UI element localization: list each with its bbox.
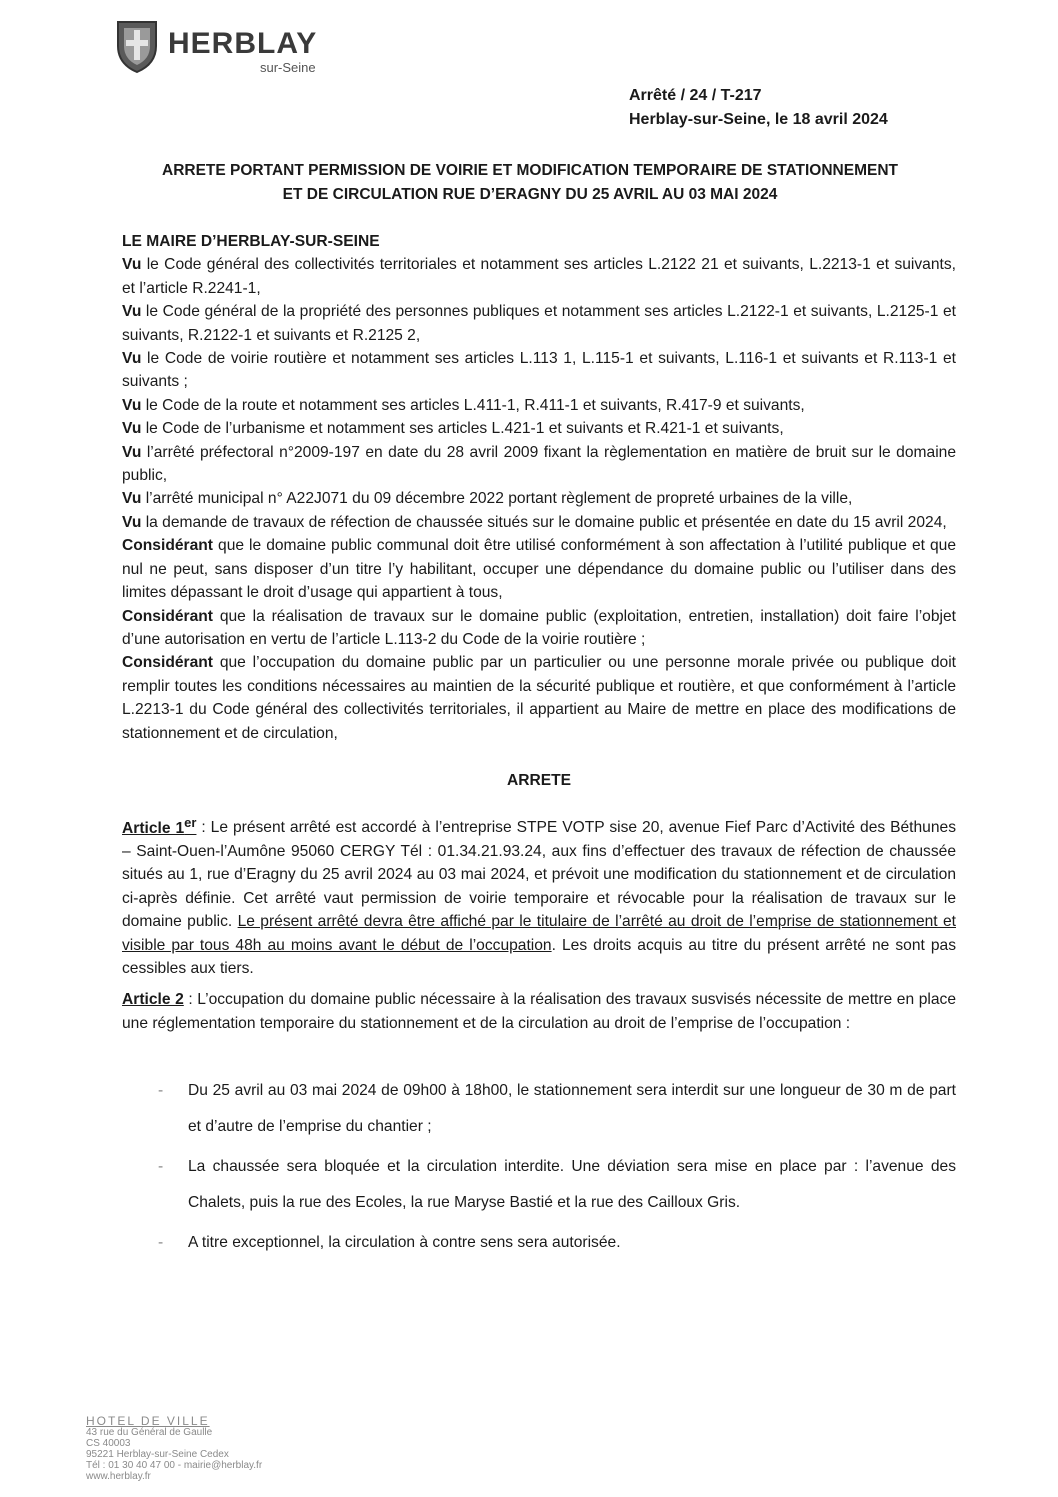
footer-line: 43 rue du Général de Gaulle xyxy=(86,1427,213,1438)
considerant-paragraph: Considérant que l’occupation du domaine public par un particulier ou une personne morale privée ou publique doit remplir toutes les conditions nécessaires au maintien de la sécurité publique et routière, et que conformément à l’article L.2213-1 du Code général des collectivités territoriales, il appartient au Maire de mettre en place des modifications de stationnement et de circulation, xyxy=(122,654,957,742)
considerant-paragraph: Considérant que le domaine public communal doit être utilisé conformément à son affectation à l’utilité publique et que nul ne peut, sans disposer d’un titre l’y habilitant, occuper une dépendance du domaine public ou l’utiliser dans des limites dépassant le droit d’usage qui appartient à tous, xyxy=(122,537,956,602)
article-1-label: Article 1er xyxy=(122,814,197,837)
logo-subtitle: sur-Seine xyxy=(260,60,316,75)
list-item: - Du 25 avril au 03 mai 2024 de 09h00 à 18h00, le stationnement sera interdit sur une longueur de 30 m de part et d’autre de l’emprise du chantier ; xyxy=(122,1073,956,1145)
place-date: Herblay-sur-Seine, le 18 avril 2024 xyxy=(629,111,888,128)
vu-paragraph: Vu le Code général de la propriété des personnes publiques et notamment ses articles L.2122-1 et suivants, L.2125-1 et suivants, R.2122-1 et suivants et R.2125 2, xyxy=(122,303,956,344)
coat-of-arms-icon xyxy=(112,16,162,74)
footer-line: 95221 Herblay-sur-Seine Cedex xyxy=(86,1449,229,1460)
considerant-paragraph: Considérant que la réalisation de travaux sur le domaine public (exploitation, entretien, installation) doit faire l’objet d’une autorisation en vertu de l’article L.113-2 du Code de la voirie routière ; xyxy=(122,607,956,648)
footer-line: www.herblay.fr xyxy=(86,1471,151,1482)
footer-line: Tél : 01 30 40 47 00 - mairie@herblay.fr xyxy=(86,1460,263,1471)
list-item: - La chaussée sera bloquée et la circulation interdite. Une déviation sera mise en place par : l’avenue des Chalets, puis la rue des Ecoles, la rue Maryse Bastié et la rue des Cailloux Gris. xyxy=(122,1149,956,1221)
article-2-label: Article 2 xyxy=(122,991,184,1009)
display-obligation: Le présent arrêté devra être affiché par le titulaire de l’arrêté au droit de l’emprise de stationnement et visible par tous 48h au moins avant le début de l’occupation xyxy=(122,913,956,954)
vu-paragraph: Vu le Code de la route et notamment ses articles L.411-1, R.411-1 et suivants, R.417-9 et suivants, xyxy=(122,396,805,414)
mayor-heading: LE MAIRE D’HERBLAY-SUR-SEINE xyxy=(122,233,380,250)
title-line-2: ET DE CIRCULATION RUE D’ERAGNY DU 25 AVRIL AU 03 MAI 2024 xyxy=(282,186,778,203)
arrete-reference: Arrêté / 24 / T-217 xyxy=(629,87,762,104)
list-item: - A titre exceptionnel, la circulation à contre sens sera autorisée. xyxy=(122,1225,956,1261)
arrete-heading: ARRETE xyxy=(506,771,572,789)
document-title xyxy=(90,159,970,207)
vu-paragraph: Vu le Code de voirie routière et notamment ses articles L.113 1, L.115-1 et suivants, L.116-1 et suivants et R.113-1 et suivants ; xyxy=(122,350,956,391)
document-body xyxy=(122,230,956,1265)
vu-paragraph: Vu la demande de travaux de réfection de chaussée situés sur le domaine public et présentée en date du 15 avril 2024, xyxy=(122,513,947,531)
reference-block xyxy=(629,84,888,132)
footer-title: HOTEL DE VILLE xyxy=(86,1414,210,1428)
herblay-logo xyxy=(112,16,342,82)
vu-paragraph: Vu l’arrêté préfectoral n°2009-197 en date du 28 avril 2009 fixant la règlementation en matière de bruit sur le domaine public, xyxy=(122,443,957,485)
footer-line: CS 40003 xyxy=(86,1438,131,1449)
article-1: Article 1er : Le présent arrêté est accordé à l’entreprise STPE VOTP sise 20, avenue Fief Parc d’Activité des Béthunes – Saint-Ouen-l’Aumône 95060 CERGY Tél : 01.34.21.93.24, aux fins d’effectuer des travaux de réfection de chaussée situés au 1, rue d’Eragny du 25 avril 2024 au 03 mai 2024, et prévoit une modification du stationnement et de circulation ci-après définie. Cet arrêté vaut permission de voirie temporaire et révocable pour la réalisation de travaux sur le domaine public. Le présent arrêté devra être affiché par le titulaire de l’arrêté au droit de l’emprise de stationnement et visible par tous 48h au moins avant le début de l’occupation. Les droits acquis au titre du présent arrêté ne sont pas cessibles aux tiers. xyxy=(122,814,957,977)
logo-name: HERBLAY xyxy=(168,27,318,60)
footer-address xyxy=(86,1416,262,1482)
article-2: Article 2 : L’occupation du domaine public nécessaire à la réalisation des travaux susvisés nécessite de mettre en place une réglementation temporaire du stationnement et de la circulation au droit de l’emprise de l’occupation : xyxy=(122,991,957,1032)
vu-paragraph: Vu le Code de l’urbanisme et notamment ses articles L.421-1 et suivants et R.421-1 et suivants, xyxy=(122,420,784,438)
vu-paragraph: Vu l’arrêté municipal n° A22J071 du 09 décembre 2022 portant règlement de propreté urbaines de la ville, xyxy=(122,490,853,508)
title-line-1: ARRETE PORTANT PERMISSION DE VOIRIE ET MODIFICATION TEMPORAIRE DE STATIONNEMENT xyxy=(162,162,898,179)
measures-list xyxy=(122,1073,956,1261)
vu-paragraph: Vu le Code général des collectivités territoriales et notamment ses articles L.2122 21 et suivants, L.2213-1 et suivants, et l’article R.2241-1, xyxy=(122,256,956,297)
